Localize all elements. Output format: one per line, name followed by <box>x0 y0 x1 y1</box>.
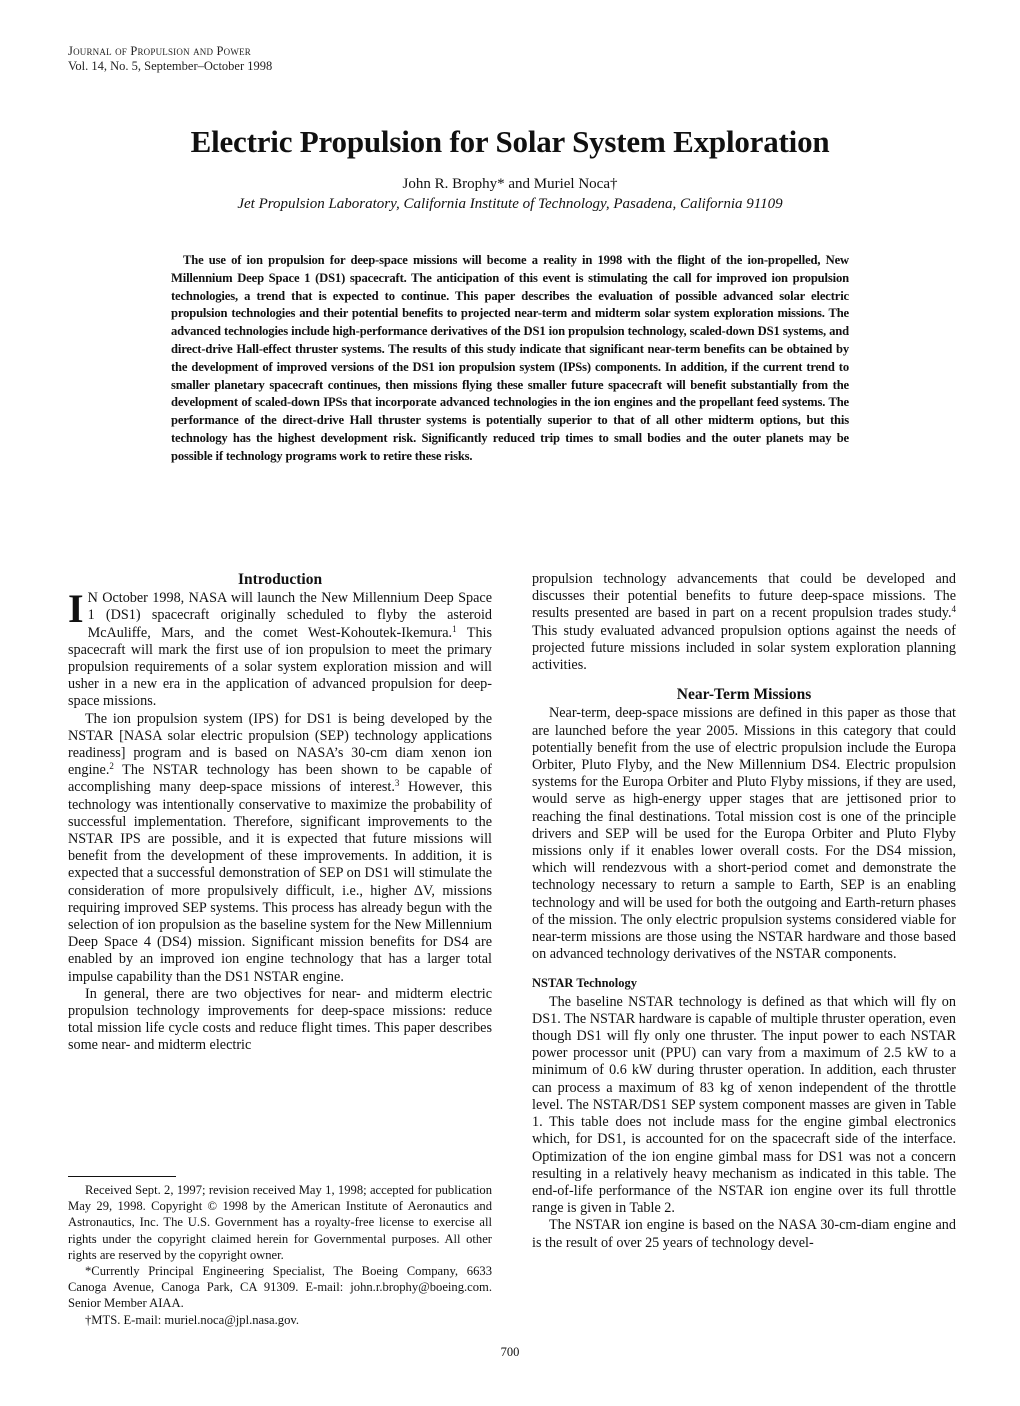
abstract-text: The use of ion propulsion for deep-space missions will become a reality in 1998 with the flight of the ion-propelled, New Millennium Deep Space 1 (DS1) spacecraft. The anticipation of this event is stimulating the call for improved ion propulsion technologies, a trend that is expected to continue. This paper describes the evaluation of possible advanced solar electric propulsion technologies and their potential benefits to projected near-term and midterm solar system exploration missions. The advanced technologies include high-performance derivatives of the DS1 ion propulsion technology, scaled-down DS1 systems, and direct-drive Hall-effect thruster systems. The results of this study indicate that significant near-term benefits can be obtained by the development of improved versions of the DS1 ion propulsion system (IPSs) components. In addition, if the current trend to smaller planetary spacecraft continues, then missions flying these smaller future spacecraft will benefit substantially from the development of scaled-down IPSs that incorporate advanced technologies in the ion engines and the propellant feed systems. The performance of the direct-drive Hall thruster systems is potentially superior to that of all other midterm options, but this technology has the highest development risk. Significantly reduced trip times to small bodies and the outer planets may be possible if technology programs work to retire these risks. <box>171 253 849 463</box>
right-column <box>532 571 956 1252</box>
near-term-paragraph-1: Near-term, deep-space missions are defined in this paper as those that are launched before the year 2005. Missions in this category that could potentially benefit from the use of electric propulsion include the Europa Orbiter, Pluto Flyby, and the New Millennium DS4. Electric propulsion systems for the Europa Orbiter and Pluto Flyby missions, if they are used, would serve as high-energy upper stages that are jettisoned prior to reaching the final destinations. Total mission cost is one of the principle drivers and SEP will be used for the Europa Orbiter and Pluto Flyby missions only if it enables lower overall costs. For the DS4 mission, which will rendezvous with a short-period comet and demonstrate the technology necessary to return a sample to Earth, SEP is an enabling technology and will be used for both the outgoing and Earth-return phases of the mission. The only electric propulsion systems considered viable for near-term missions are those using the NSTAR hardware and those based on advanced technology derivatives of the NSTAR components. <box>532 705 956 963</box>
intro-paragraph-1: I N October 1998, NASA will launch the New Millennium Deep Space 1 (DS1) spacecraft originally scheduled to flyby the asteroid McAuliffe, Mars, and the comet West-Kohoutek-Ikemura.$^1$ This spacecraft will mark the first use of ion propulsion to meet the primary propulsion requirements of a solar system exploration mission and will usher in a new era in the application of advanced propulsion for deep-space missions. <box>68 586 492 710</box>
citation-ref: 1 <box>452 623 457 634</box>
citation-ref: 2 <box>109 761 114 772</box>
footnotes <box>68 1176 492 1328</box>
footnote-author-2: †MTS. E-mail: muriel.noca@jpl.nasa.gov. <box>85 1312 299 1327</box>
subsection-heading-nstar: NSTAR Technology <box>532 976 638 991</box>
affiliation: Jet Propulsion Laboratory, California Institute of Technology, Pasadena, California 91109 <box>237 196 783 212</box>
intro-paragraph-3: In general, there are two objectives for near- and midterm electric propulsion technology improvements for deep-space missions: reduce total mission life cycle costs and reduce flight times. This paper describes some near- and midterm electric <box>68 985 492 1054</box>
intro-paragraph-3-continued: propulsion technology advancements that could be developed and discusses their potential benefits to future deep-space missions. The results presented are based in part on a recent propulsion trades study.$^4$ This study evaluated advanced propulsion options against the needs of projected future missions included in solar system exploration planning activities. <box>532 571 956 674</box>
nstar-paragraph-1: The baseline NSTAR technology is defined as that which will fly on DS1. The NSTAR hardware is capable of multiple thruster operation, even though DS1 will fly only one thruster. The input power to each NSTAR power processor unit (PPU) can vary from a maximum of 2.5 kW to a minimum of 0.6 kW during thruster operation. In addition, each thruster can process a maximum of 83 kg of xenon independent of the throttle level. The NSTAR/DS1 SEP system component masses are given in Table 1. This table does not include mass for the engine gimbal electronics which, for DS1, is accounted for on the spacecraft side of the interface. Optimization of the ion engine gimbal mass for DS1 was not a concern resulting in a relatively heavy mechanism as indicated in this table. The end-of-life performance of the NSTAR ion engine over its full throttle range is given in Table 2. <box>532 993 956 1217</box>
authors: John R. Brophy* and Muriel Noca† <box>402 176 618 192</box>
footnote-author-1: *Currently Principal Engineering Specialist, The Boeing Company, 6633 Canoga Avenue, Canoga Park, CA 91309. E-mail: john.r.brophy@boeing.com. Senior Member AIAA. <box>68 1264 492 1311</box>
volume-issue: Vol. 14, No. 5, September–October 1998 <box>68 59 273 73</box>
abstract <box>171 252 849 466</box>
page-number: 700 <box>500 1345 520 1359</box>
intro-paragraph-2: The ion propulsion system (IPS) for DS1 is being developed by the NSTAR [NASA solar electric propulsion (SEP) technology applications readiness] program and is based on NASA’s 30-cm diam xenon ion engine.$^2$ The NSTAR technology has been shown to be capable of accomplishing many deep-space missions of interest.$^3$ However, this technology was intentionally conservative to maximize the probability of successful implementation. Therefore, significant improvements to the NSTAR IPS are possible, and it is expected that future missions will benefit from the development of these improvements. In addition, it is expected that a successful demonstration of SEP on DS1 will stimulate the consideration of more propulsively difficult, i.e., higher ΔV, missions requiring improved SEP systems. This process has already begun with the selection of ion propulsion as the baseline system for the New Millennium Deep Space 4 (DS4) mission. Significant mission benefits for DS4 are enabled by an improved ion engine technology that has a larger total impulse capability than the DS1 NSTAR engine. <box>68 710 492 985</box>
citation-ref: 3 <box>394 778 400 789</box>
paper-title: Electric Propulsion for Solar System Exploration <box>190 124 830 159</box>
journal-name: Journal of Propulsion and Power <box>68 44 251 58</box>
footnote-received: Received Sept. 2, 1997; revision received May 1, 1998; accepted for publication May 29, 1998. Copyright © 1998 by the American Institute of Aeronautics and Astronautics, Inc. The U.S. Government has a royalty-free license to exercise all rights under the copyright claimed herein for Governmental purposes. All other rights are reserved by the copyright owner. <box>68 1183 492 1262</box>
footnote-rule <box>68 1176 176 1177</box>
left-column <box>68 571 492 1055</box>
drop-cap: I <box>68 586 84 632</box>
citation-ref: 4 <box>951 604 956 615</box>
nstar-paragraph-2: The NSTAR ion engine is based on the NASA 30-cm-diam engine and is the result of over 25 years of technology devel- <box>532 1217 956 1251</box>
section-heading-introduction: Introduction <box>237 571 323 588</box>
section-heading-near-term: Near-Term Missions <box>676 686 812 704</box>
journal-header <box>68 44 272 74</box>
